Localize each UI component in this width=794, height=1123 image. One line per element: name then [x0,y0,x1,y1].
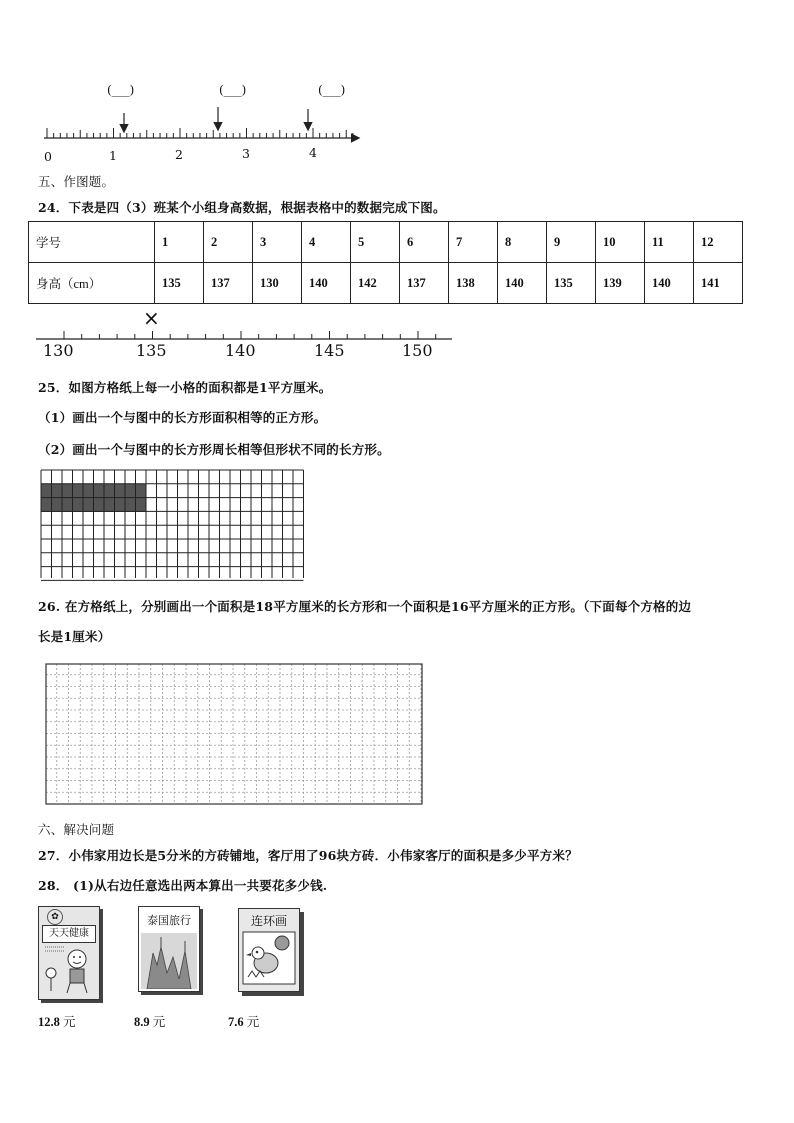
book-2-thailand[interactable] [138,906,200,992]
table-cell: 135 [155,263,204,304]
tick-label-1: 1 [109,148,118,163]
tick-label-2: 2 [175,147,184,162]
table-cell: 137 [204,263,253,304]
cross-marker: × [143,306,160,330]
table-cell: 12 [694,222,743,263]
number-line-svg [0,105,380,145]
flower-icon: ✿ [47,909,63,925]
axis-label-135: 135 [136,341,167,360]
table-cell: 141 [694,263,743,304]
book-3-price: 7.6 元 [228,1015,260,1029]
height-table [28,221,743,304]
axis-label-145: 145 [314,341,345,360]
blank-3: (___) [318,83,346,97]
book-1-price: 12.8 元 [38,1015,76,1029]
child-icon [43,943,95,995]
table-cell: 1 [155,222,204,263]
blank-2: (___) [219,83,247,97]
q28-text: 28． (1)从右边任意选出两本算出一共要花多少钱. [38,878,328,893]
q26-dotted-grid [45,663,425,807]
axis-label-150: 150 [402,341,433,360]
row-label-id: 学号 [29,222,155,263]
table-cell: 140 [498,263,547,304]
table-cell: 6 [400,222,449,263]
table-cell: 139 [596,263,645,304]
table-cell: 138 [449,263,498,304]
table-cell: 142 [351,263,400,304]
table-cell: 135 [547,263,596,304]
q25-grid [40,469,304,581]
q26-grid-border [46,664,422,804]
tick-label-3: 3 [242,146,251,161]
blank-1: (___) [107,83,135,97]
table-cell: 137 [400,263,449,304]
table-row-heights [29,263,743,304]
table-cell: 3 [253,222,302,263]
q26-line2: 长是1厘米） [38,629,111,644]
q26-line1: 26. 在方格纸上，分别画出一个面积是18平方厘米的长方形和一个面积是16平方厘米的正方形。（下面每个方格的边 [38,599,692,614]
section-5-title: 五、作图题。 [38,174,115,189]
table-cell: 10 [596,222,645,263]
row-label-height: 身高（cm） [29,263,155,304]
section-6-title: 六、解决问题 [38,822,115,837]
temple-icon [141,933,197,989]
book-3-comic[interactable] [238,908,300,992]
q27-text: 27．小伟家用边长是5分米的方砖铺地，客厅用了96块方砖．小伟家客厅的面积是多少平方米？ [38,848,578,863]
table-cell: 9 [547,222,596,263]
height-axis-svg [30,312,460,344]
table-cell: 7 [449,222,498,263]
tick-label-0: 0 [44,149,53,164]
table-cell: 5 [351,222,400,263]
axis-label-130: 130 [43,341,74,360]
table-row-ids [29,222,743,263]
table-cell: 2 [204,222,253,263]
tick-label-4: 4 [309,145,318,160]
table-cell: 140 [645,263,694,304]
table-cell: 130 [253,263,302,304]
table-cell: 8 [498,222,547,263]
q25-text: 25．如图方格纸上每一小格的面积都是1平方厘米。 [38,380,332,395]
table-cell: 11 [645,222,694,263]
table-cell: 4 [302,222,351,263]
axis-label-140: 140 [225,341,256,360]
book-3-title: 连环画 [250,914,287,928]
bird-icon [242,931,296,987]
book-1-health[interactable] [38,906,100,1000]
table-cell: 140 [302,263,351,304]
book-1-title: 天天健康 [42,925,96,943]
book-2-title: 泰国旅行 [147,914,191,927]
q24-text: 24．下表是四（3）班某个小组身高数据，根据表格中的数据完成下图。 [38,200,446,215]
q25-sub2: （2）画出一个与图中的长方形周长相等但形状不同的长方形。 [38,442,390,457]
book-2-price: 8.9 元 [134,1015,166,1029]
q25-sub1: （1）画出一个与图中的长方形面积相等的正方形。 [38,410,327,425]
